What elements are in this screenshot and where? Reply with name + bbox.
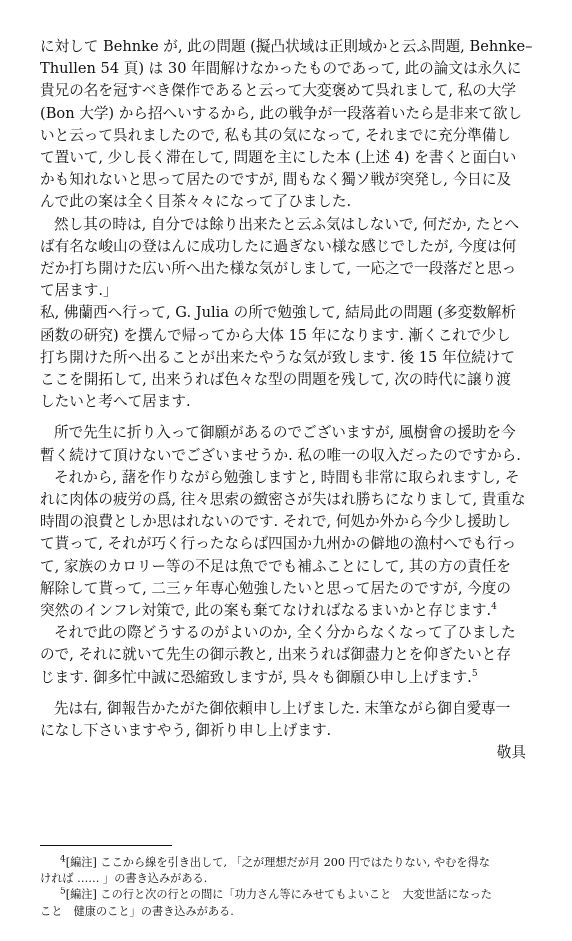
text-line: 貴兄の名を冠すべき傑作であると云って大変褒めて呉れまして, 私の大学	[40, 82, 516, 100]
paragraph-1	[40, 36, 550, 214]
text-line: て置いて, 少し長く滞在して, 問題を主にした本 (上述 4) を書くと面白い	[40, 149, 517, 167]
paragraph-3	[40, 302, 550, 413]
text-line: 打ち開けた所へ出ることが出来たやうな気が致します. 後 15 年位続けて	[40, 348, 515, 366]
text-line: それから, 藷を作りながら勉強しますと, 時間も非常に取られますし, そ	[54, 468, 520, 486]
text-line: Thullen 54 頁) は 30 年間解けなかったものであって, 此の論文は永久に	[40, 60, 522, 78]
footnote-line: こと 健康のこと」の書き込みがある.	[40, 904, 234, 918]
text-line: て, 家族のカロリー等の不足は魚ででも補ふことにして, 其の方の責任を	[40, 557, 511, 575]
text-line: んで此の案は全く目茶々々になって了ひました.	[40, 193, 352, 211]
footnote-mark: 4	[60, 855, 66, 865]
paragraph-4	[40, 422, 550, 466]
footnote-line	[40, 887, 550, 903]
text-line: じます. 御多忙中誠に恐縮致しますが, 呉々も御願ひ申し上げます.	[40, 668, 472, 686]
text-line: に対して Behnke が, 此の問題 (擬凸状域は正則域かと云ふ問題, Behnke–	[40, 38, 533, 55]
paragraph-7	[40, 698, 550, 742]
text-line: 私, 佛蘭西へ行って, G. Julia の所で勉強して, 結局此の問題 (多変数解析	[40, 304, 516, 322]
footnote-ref-5[interactable]: 5	[471, 668, 478, 679]
text-line: 暫く続けて頂けないでございませうか. 私の唯一の収入だったのですから.	[40, 446, 521, 464]
text-line: れに肉体の疲労の爲, 往々思索の緻密さが失はれ勝ちになりまして, 貴重な	[40, 491, 526, 509]
text-line: 所で先生に折り入って御願があるのでございますが, 風樹會の援助を今	[54, 424, 516, 442]
text-line: て貰って, それが巧く行ったならば四国か九州かの僻地の漁村へでも行っ	[40, 535, 517, 553]
text-line-with-footnote	[40, 667, 550, 689]
text-line: になし下さいますやう, 御祈り申し上げます.	[40, 722, 332, 740]
text-line: (Bon 大学) から招へいするから, 此の戦争が一段落着いたら是非来て欲し	[40, 104, 523, 122]
footnote-4	[40, 855, 550, 887]
text-line: それで此の際どうするのがよいのか, 全く分からなくなって了ひました	[54, 624, 516, 642]
text-line: だか打ち開けた広い所へ出た様な気がしまして, 一応之で一段落だと思っ	[40, 260, 517, 278]
paragraph-2	[40, 214, 550, 303]
paragraph-5	[40, 467, 550, 622]
text-line: 先は右, 御報告かたがた御依頼申し上げました. 末筆ながら御自愛専一	[54, 699, 511, 717]
text-line-with-footnote	[40, 600, 550, 622]
paragraph-gap	[40, 413, 550, 422]
text-line: ば有名な峻山の登はんに成功したに過ぎない様な感じでしたが, 今度は何	[40, 237, 517, 255]
text-line: 時間の浪費としか思はれないのです. それで, 何処か外から今少し援助し	[40, 513, 511, 531]
text-line: ので, それに就いて先生の御示教と, 出来うれば御盡力とを仰ぎたいと存	[40, 646, 511, 664]
footnote-divider	[40, 845, 172, 846]
text-line: て居ます.」	[40, 282, 118, 300]
footnote-text: [編注] ここから線を引き出して, 「之が理想だが月 200 円ではたりない, やむを得な	[65, 856, 490, 869]
footnote-ref-4[interactable]: 4	[491, 602, 497, 613]
footnote-5	[40, 887, 550, 919]
footnote-line	[40, 855, 550, 871]
text-line: 突然のインフレ対策で, 此の案も棄てなければなるまいかと存じます.	[40, 602, 492, 620]
text-line: ここを開拓して, 出来うれば色々な型の問題を残して, 次の時代に譲り渡	[40, 371, 511, 389]
footnote-mark: 5	[60, 887, 66, 897]
text-line: 函数の研究) を撰んで帰ってから大体 15 年になります. 漸くこれで少し	[40, 326, 511, 344]
footnotes	[40, 855, 550, 920]
text-line: かも知れないと思って居たのですが, 間もなく獨ソ戦が突発し, 今日に及	[40, 171, 511, 189]
closing-signoff: 敬具	[496, 744, 526, 762]
text-line: 解除して貰って, 二三ヶ年専心勉強したいと思って居たのですが, 今度の	[40, 579, 511, 597]
footnote-line: ければ …… 」の書き込みがある.	[40, 872, 208, 886]
footnote-text: [編注] この行と次の行との間に「功力さん等にみせてもよいこと 大変世話になった	[65, 888, 492, 902]
text-line: したいと考へて居ます.	[40, 393, 191, 411]
paragraph-6	[40, 622, 550, 689]
paragraph-gap	[40, 689, 550, 698]
letter-body	[40, 36, 550, 765]
text-line: いと云って呉れましたので, 私も其の気になって, それまでに充分準備し	[40, 126, 511, 144]
text-line: 然し其の時は, 自分では餘り出来たと云ふ気はしないで, 何だか, たとへ	[54, 215, 520, 233]
